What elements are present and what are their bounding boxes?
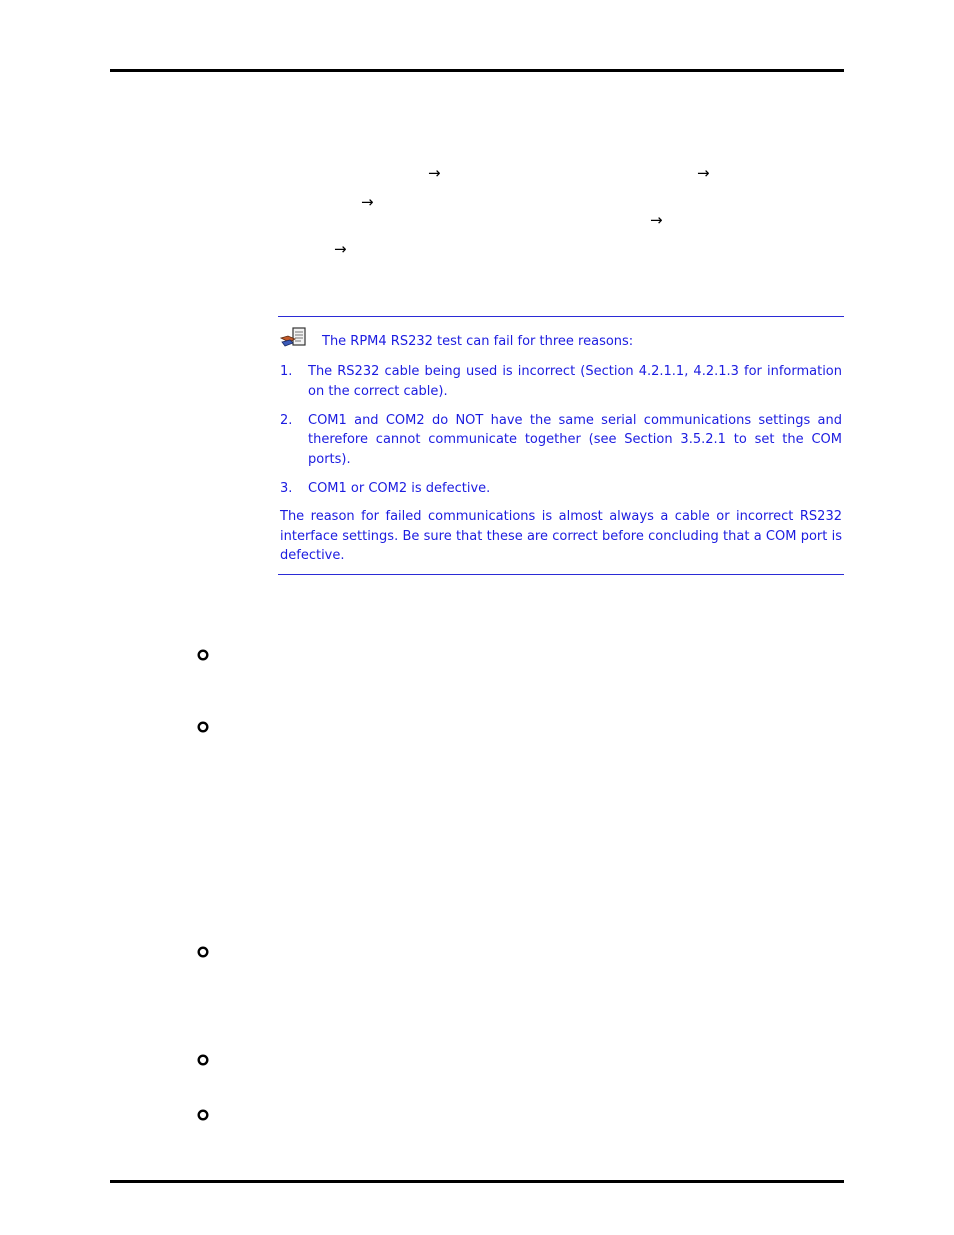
footer-rule xyxy=(110,1180,844,1183)
list-item-number: 3. xyxy=(280,480,293,496)
note-box xyxy=(278,316,844,575)
menu-path-arrow-icon: → xyxy=(697,164,710,182)
list-item xyxy=(280,411,842,470)
list-item-text: The RS232 cable being used is incorrect (Section 4.2.1.1, 4.2.1.3 for information on the correct cable). xyxy=(308,364,842,399)
note-header: The RPM4 RS232 test can fail for three reasons: xyxy=(322,334,634,349)
list-item xyxy=(280,362,842,401)
circle-bullet-icon xyxy=(197,943,209,955)
menu-path-arrow-icon: → xyxy=(650,211,663,229)
circle-bullet-icon xyxy=(197,646,209,658)
circle-bullet-icon xyxy=(197,1051,209,1063)
circle-bullet-icon xyxy=(197,718,209,730)
note-footer: The reason for failed communications is almost always a cable or incorrect RS232 interface settings. Be sure that these are correct before concluding that a COM port is defective. xyxy=(280,509,842,563)
menu-path-arrow-icon: → xyxy=(361,193,374,211)
notepad-pen-icon xyxy=(280,327,308,349)
menu-path-arrow-icon: → xyxy=(334,240,347,258)
note-list xyxy=(280,362,842,508)
list-item-number: 2. xyxy=(280,412,293,428)
menu-path-arrow-icon: → xyxy=(428,164,441,182)
list-item-text: COM1 and COM2 do NOT have the same serial communications settings and therefore cannot communicate together (see Section 3.5.2.1 to set the COM ports). xyxy=(308,412,842,467)
list-item-number: 1. xyxy=(280,364,293,379)
circle-bullet-icon xyxy=(197,1106,209,1118)
list-item-text: COM1 or COM2 is defective. xyxy=(308,480,491,496)
header-rule xyxy=(110,69,844,72)
list-item xyxy=(280,479,842,499)
